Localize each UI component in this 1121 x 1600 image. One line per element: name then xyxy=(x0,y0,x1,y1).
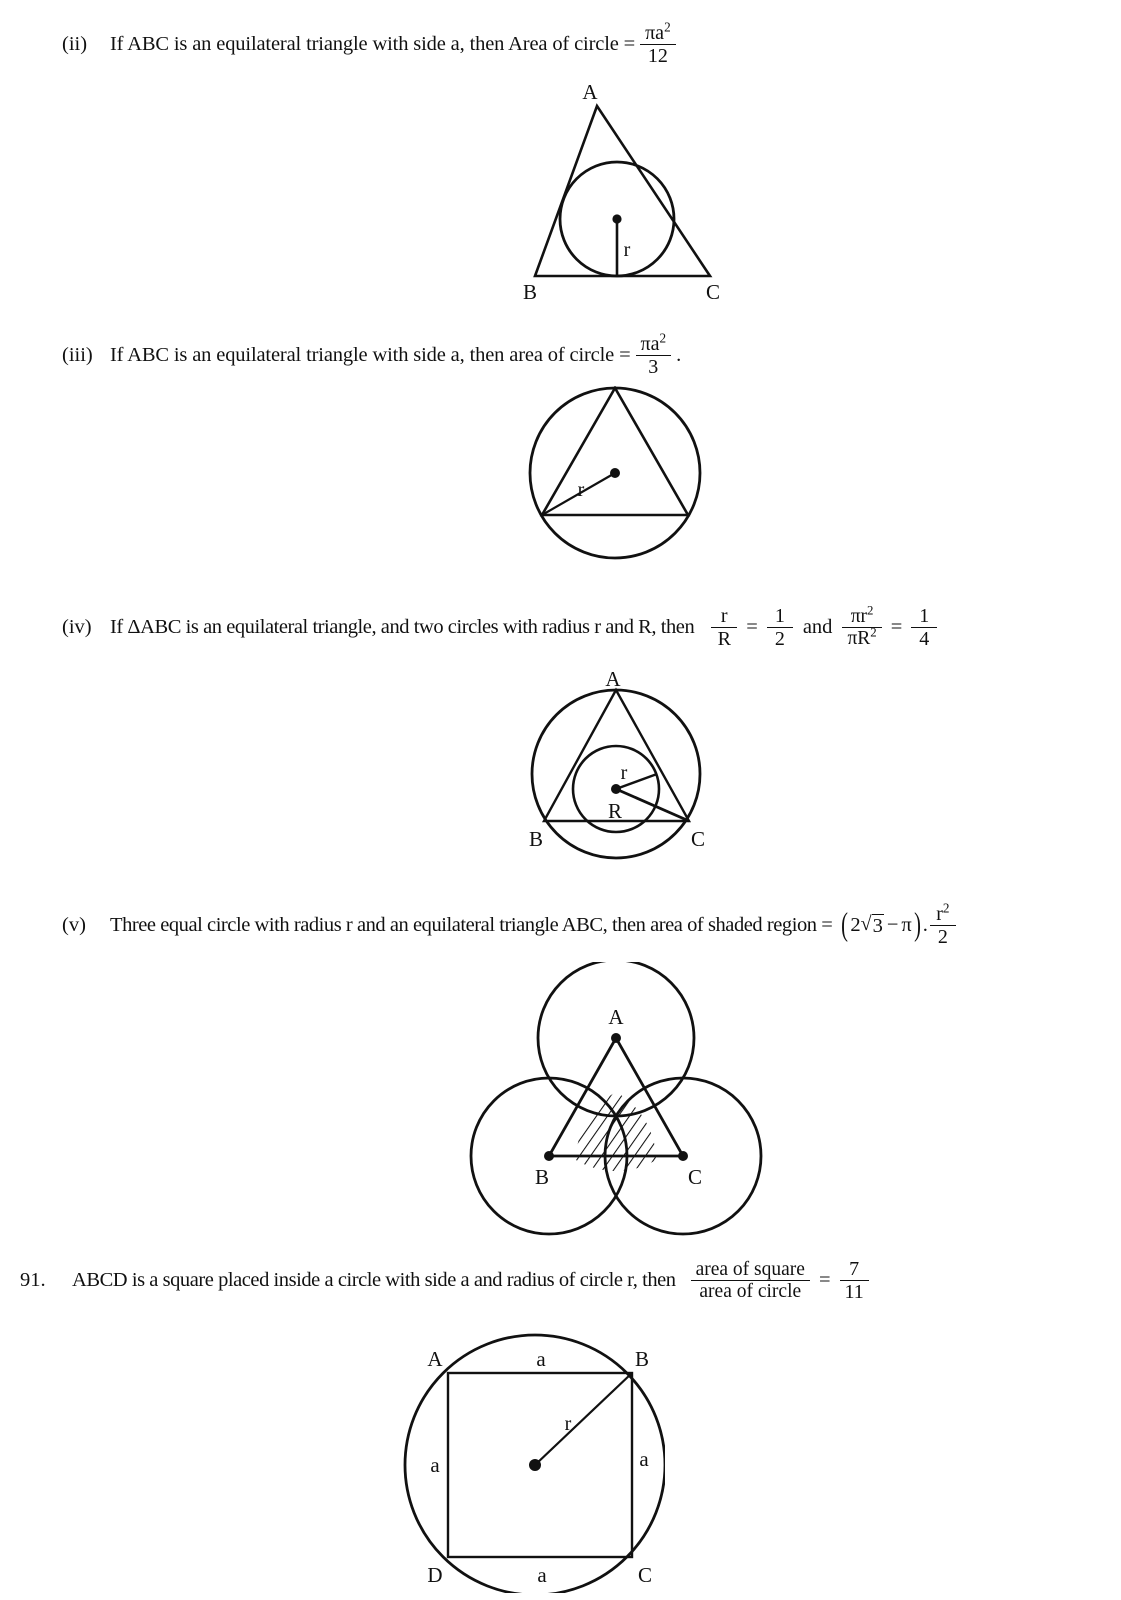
figure-circumcircle-triangle xyxy=(505,386,725,561)
center-point xyxy=(612,214,621,223)
label-vertex-c: C xyxy=(705,280,721,304)
fraction-numerator: r xyxy=(720,605,728,627)
fraction-denominator: 2 xyxy=(937,926,948,949)
formula-ratio-r-over-R xyxy=(706,605,942,650)
label-vertex-a: A xyxy=(427,1347,443,1371)
fraction-denominator: area of circle xyxy=(699,1281,802,1303)
radical-sign: √ xyxy=(860,912,872,935)
fraction-numerator: 7 xyxy=(849,1258,860,1280)
item-text: If ΔABC is an equilateral triangle, and two circles with radius r and R, then xyxy=(110,615,695,638)
open-paren: ( xyxy=(841,907,849,944)
pi-symbol: π xyxy=(901,913,912,936)
multiplication-dot: . xyxy=(922,913,928,936)
square-root xyxy=(861,913,884,939)
figure-three-circles xyxy=(462,962,772,1252)
label-radius-r: r xyxy=(564,1413,572,1435)
label-radius-r: r xyxy=(623,239,631,261)
center-point-b xyxy=(544,1151,554,1161)
label-vertex-a: A xyxy=(608,1005,624,1029)
label-vertex-b: B xyxy=(634,1347,650,1371)
fraction-denominator: 2 xyxy=(774,628,785,651)
center-point xyxy=(610,468,620,478)
fraction-denominator: 4 xyxy=(919,628,930,651)
center-point xyxy=(611,784,621,794)
center-point-c xyxy=(678,1151,688,1161)
label-vertex-a: A xyxy=(582,84,598,104)
list-item-v xyxy=(62,900,961,949)
close-paren: ) xyxy=(913,907,921,944)
fraction-one-half xyxy=(767,605,793,650)
item-marker: (iii) xyxy=(62,343,93,366)
triangle-abc xyxy=(542,388,688,515)
fraction-pi-r2-over-pi-R2 xyxy=(842,603,881,650)
formula-shaded-region xyxy=(839,900,961,949)
formula-area-circle-ii xyxy=(635,19,681,68)
item-marker: 91. xyxy=(20,1268,46,1291)
label-side-top-a: a xyxy=(536,1347,546,1371)
exponent: 2 xyxy=(867,603,874,617)
fraction-numerator: $\pi a^2$ xyxy=(640,330,667,355)
figure-two-circles-triangle xyxy=(514,666,724,866)
fraction-denominator: R xyxy=(717,628,731,651)
label-vertex-c: C xyxy=(690,827,706,851)
label-vertex-a: A xyxy=(605,667,621,691)
list-item-iii xyxy=(62,330,682,379)
figure-incircle-triangle xyxy=(505,84,730,304)
label-vertex-b: B xyxy=(534,1165,550,1189)
fraction-numerator: $\pi r^2$ xyxy=(850,603,874,627)
fraction-numerator: area of square xyxy=(695,1258,805,1280)
item-text: If ABC is an equilateral triangle with side a, then area of circle = xyxy=(110,343,631,366)
label-inner-radius-r: r xyxy=(620,762,628,784)
equals-sign-1: = xyxy=(746,615,758,638)
list-item-ii xyxy=(62,19,681,68)
fraction-numerator: 1 xyxy=(774,605,785,627)
formula-area-circle-iii xyxy=(631,330,677,379)
item-text: If ABC is an equilateral triangle with side a, then Area of circle = xyxy=(110,32,636,55)
radius-line xyxy=(535,1373,632,1465)
label-side-right-a: a xyxy=(639,1447,649,1471)
list-item-91 xyxy=(20,1258,874,1303)
exponent: 2 xyxy=(664,19,671,35)
fraction-area-ratio xyxy=(691,1259,810,1303)
item-marker: (v) xyxy=(62,913,86,936)
equals-sign: = xyxy=(818,1268,831,1291)
label-vertex-c: C xyxy=(687,1165,703,1189)
item-marker: (iv) xyxy=(62,615,92,638)
fraction-one-quarter xyxy=(911,605,937,650)
fraction-denominator: $\pi R^2$ xyxy=(847,625,877,650)
item-text: Three equal circle with radius r and an equilateral triangle ABC, then area of shaded region = xyxy=(110,913,833,936)
label-vertex-b: B xyxy=(522,280,538,304)
fraction-seven-elevenths xyxy=(840,1258,869,1303)
conjunction-and: and xyxy=(802,615,833,638)
item-marker: (ii) xyxy=(62,32,88,55)
fraction xyxy=(636,330,672,379)
fraction-numerator: 1 xyxy=(919,605,930,627)
fraction xyxy=(640,19,676,68)
label-side-bottom-a: a xyxy=(537,1563,547,1587)
fraction-denominator: 12 xyxy=(647,45,668,68)
fraction-numerator: $\pi a^2$ xyxy=(645,19,671,44)
item-text: ABCD is a square placed inside a circle with side a and radius of circle r, then xyxy=(72,1268,676,1291)
item-trailing-period: . xyxy=(676,343,682,366)
label-radius-r: r xyxy=(577,479,585,501)
fraction-r-over-R xyxy=(711,605,737,650)
label-vertex-b: B xyxy=(528,827,544,851)
minus-sign: − xyxy=(886,913,899,936)
list-item-iv xyxy=(62,605,942,650)
coefficient: 2 xyxy=(850,913,861,936)
radicand: 3 xyxy=(872,915,883,938)
triangle-abc xyxy=(535,106,710,276)
fraction-denominator: 11 xyxy=(844,1281,864,1304)
label-vertex-c: C xyxy=(637,1563,653,1587)
label-outer-radius-R: R xyxy=(607,799,623,823)
equals-sign-2: = xyxy=(890,615,903,638)
outer-radius-line xyxy=(616,789,689,821)
figure-square-in-circle xyxy=(395,1318,665,1593)
exponent: 2 xyxy=(659,330,667,346)
fraction-numerator: $r^2$ xyxy=(936,900,950,925)
formula-area-ratio xyxy=(686,1258,874,1303)
shaded-region xyxy=(562,1082,672,1192)
label-side-left-a: a xyxy=(430,1453,440,1477)
center-point xyxy=(529,1459,541,1471)
fraction-r2-over-2 xyxy=(930,900,956,949)
center-point-a xyxy=(611,1033,621,1043)
fraction-denominator: 3 xyxy=(648,356,659,379)
exponent: 2 xyxy=(870,625,877,640)
label-vertex-d: D xyxy=(427,1563,443,1587)
exponent: 2 xyxy=(942,900,950,916)
